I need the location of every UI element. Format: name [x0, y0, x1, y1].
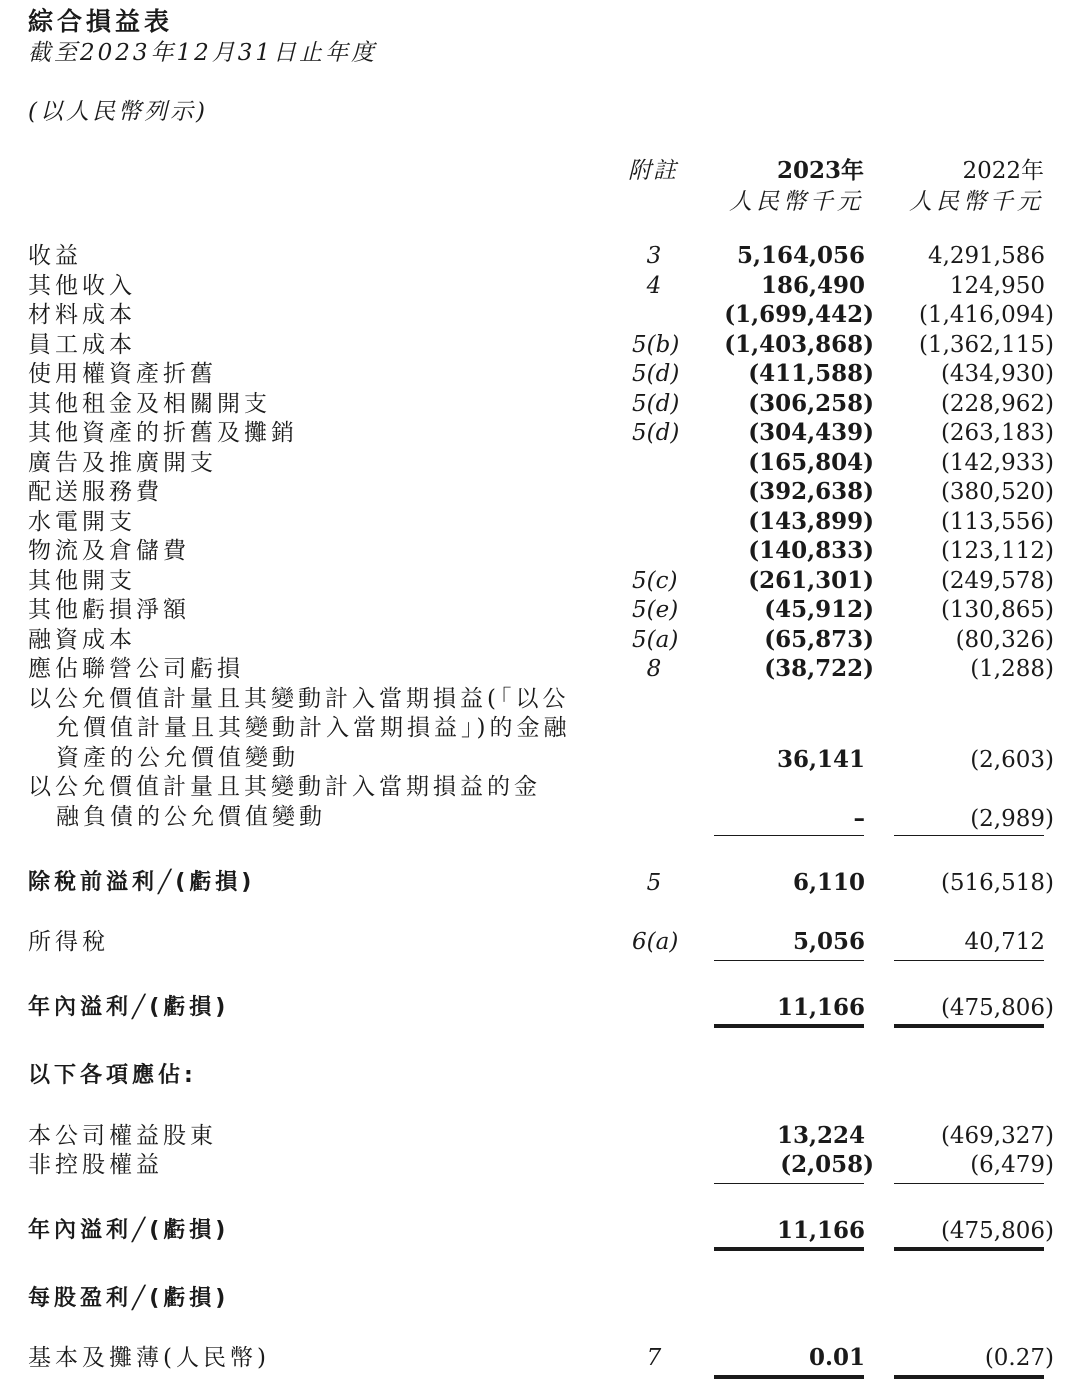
nci-value-2023: (2,058)	[780, 1151, 874, 1178]
equity-holders-label: 本公司權益股東	[28, 1123, 217, 1149]
row-value-2023: (140,833)	[748, 537, 874, 564]
row-note: 3	[646, 243, 662, 269]
row-label: 融資成本	[28, 627, 136, 653]
equity-holders-value-2023: 13,224	[776, 1122, 865, 1149]
row-value-2023: 5,164,056	[736, 242, 865, 269]
row-label: 材料成本	[28, 302, 136, 328]
profit-before-tax-value-2023: 6,110	[792, 869, 865, 896]
row-note: 5(d)	[632, 361, 680, 387]
nci-value-2022: (6,479)	[970, 1152, 1054, 1178]
fvtpl-liability-value-2023: –	[853, 805, 865, 832]
currency-note: (以人民幣列示)	[28, 99, 208, 125]
row-label: 其他開支	[28, 568, 136, 594]
attributable-total-rule-2023	[714, 1247, 864, 1251]
row-value-2023: (45,912)	[764, 596, 874, 623]
row-value-2022: (142,933)	[940, 450, 1054, 476]
attributable-total-value-2023: 11,166	[776, 1217, 865, 1244]
nci-label: 非控股權益	[28, 1152, 163, 1178]
row-value-2023: (65,873)	[764, 626, 874, 653]
fvtpl-liability-value-2022: (2,989)	[970, 806, 1054, 832]
row-value-2023: (143,899)	[748, 508, 874, 535]
column-header-2023: 2023年	[776, 157, 864, 184]
eps-rule-2022	[894, 1375, 1044, 1379]
subtotal-rule-2023	[714, 835, 864, 836]
fvtpl-liability-label-line1: 以公允價值計量且其變動計入當期損益的金	[28, 774, 541, 800]
row-value-2022: (249,578)	[940, 568, 1054, 594]
row-note: 5(c)	[632, 568, 678, 594]
total-rule-2022	[894, 1024, 1044, 1028]
row-value-2022: (1,288)	[970, 656, 1054, 682]
row-note: 5(a)	[632, 627, 679, 653]
row-value-2022: (228,962)	[940, 391, 1054, 417]
row-value-2023: (304,439)	[748, 419, 874, 446]
fvtpl-liability-label-line2: 融負債的公允價值變動	[56, 804, 326, 830]
row-value-2023: (1,699,442)	[724, 301, 874, 328]
fvtpl-asset-value-2022: (2,603)	[970, 747, 1054, 773]
row-label: 配送服務費	[28, 479, 163, 505]
row-value-2023: (411,588)	[748, 360, 874, 387]
row-value-2023: 186,490	[760, 272, 865, 299]
profit-before-tax-label: 除稅前溢利╱(虧損)	[28, 870, 256, 895]
row-note: 5(d)	[632, 391, 680, 417]
column-unit-2023: 人民幣千元	[729, 189, 864, 215]
statement-period: 截至2023年12月31日止年度	[28, 40, 378, 66]
row-value-2022: (1,362,115)	[918, 332, 1054, 358]
eps-value-2022: (0.27)	[984, 1345, 1054, 1371]
row-value-2022: (80,326)	[955, 627, 1054, 653]
row-note: 8	[646, 656, 662, 682]
row-label: 應佔聯營公司虧損	[28, 656, 244, 682]
row-value-2022: 124,950	[949, 273, 1045, 299]
row-label: 水電開支	[28, 509, 136, 535]
column-header-note: 附註	[628, 158, 678, 184]
attributable-total-value-2022: (475,806)	[940, 1218, 1054, 1244]
row-label: 員工成本	[28, 332, 136, 358]
eps-heading: 每股盈利╱(虧損)	[28, 1286, 230, 1311]
row-note: 4	[646, 273, 662, 299]
income-tax-value-2022: 40,712	[964, 929, 1045, 955]
eps-note: 7	[646, 1345, 662, 1371]
row-value-2023: (392,638)	[748, 478, 874, 505]
attributable-rule-2022	[894, 1183, 1044, 1184]
eps-rule-2023	[714, 1375, 864, 1379]
income-tax-value-2023: 5,056	[792, 928, 865, 955]
row-value-2023: (1,403,868)	[724, 331, 874, 358]
row-label: 使用權資產折舊	[28, 361, 217, 387]
profit-before-tax-note: 5	[646, 870, 662, 896]
row-note: 5(d)	[632, 420, 680, 446]
row-value-2022: (263,183)	[940, 420, 1054, 446]
income-tax-label: 所得稅	[28, 929, 109, 955]
profit-before-tax-value-2022: (516,518)	[940, 870, 1054, 896]
row-label: 其他資產的折舊及攤銷	[28, 420, 298, 446]
income-tax-note: 6(a)	[632, 929, 679, 955]
column-unit-2022: 人民幣千元	[909, 189, 1044, 215]
attributable-heading: 以下各項應佔:	[28, 1063, 197, 1088]
tax-rule-2022	[894, 960, 1044, 961]
equity-holders-value-2022: (469,327)	[940, 1123, 1054, 1149]
row-label: 其他虧損淨額	[28, 597, 190, 623]
fvtpl-asset-label-line2: 允價值計量且其變動計入當期損益」)的金融	[56, 715, 571, 741]
row-value-2022: (1,416,094)	[918, 302, 1054, 328]
row-value-2022: (113,556)	[940, 509, 1054, 535]
row-label: 收益	[28, 243, 82, 269]
row-value-2022: 4,291,586	[927, 243, 1045, 269]
row-value-2023: (165,804)	[748, 449, 874, 476]
statement-title: 綜合損益表	[28, 7, 174, 36]
row-note: 5(e)	[632, 597, 679, 623]
total-rule-2023	[714, 1024, 864, 1028]
attributable-total-rule-2022	[894, 1247, 1044, 1251]
column-header-2022: 2022年	[962, 158, 1044, 184]
subtotal-rule-2022	[894, 835, 1044, 836]
row-label: 物流及倉儲費	[28, 538, 190, 564]
attributable-total-label: 年內溢利╱(虧損)	[28, 1218, 230, 1243]
row-note: 5(b)	[632, 332, 680, 358]
row-label: 其他租金及相關開支	[28, 391, 271, 417]
row-value-2022: (434,930)	[940, 361, 1054, 387]
row-value-2023: (306,258)	[748, 390, 874, 417]
fvtpl-asset-value-2023: 36,141	[776, 746, 865, 773]
profit-for-year-value-2022: (475,806)	[940, 995, 1054, 1021]
row-value-2023: (261,301)	[748, 567, 874, 594]
row-value-2023: (38,722)	[764, 655, 874, 682]
row-label: 廣告及推廣開支	[28, 450, 217, 476]
row-value-2022: (130,865)	[940, 597, 1054, 623]
attributable-rule-2023	[714, 1183, 864, 1184]
row-value-2022: (123,112)	[940, 538, 1054, 564]
row-value-2022: (380,520)	[940, 479, 1054, 505]
tax-rule-2023	[714, 960, 864, 961]
profit-for-year-label: 年內溢利╱(虧損)	[28, 995, 230, 1020]
eps-value-2023: 0.01	[808, 1344, 865, 1371]
eps-basic-diluted-label: 基本及攤薄(人民幣)	[28, 1345, 270, 1371]
profit-for-year-value-2023: 11,166	[776, 994, 865, 1021]
row-label: 其他收入	[28, 273, 136, 299]
fvtpl-asset-label-line3: 資產的公允價值變動	[56, 745, 299, 771]
fvtpl-asset-label-line1: 以公允價值計量且其變動計入當期損益(「以公	[28, 686, 570, 712]
